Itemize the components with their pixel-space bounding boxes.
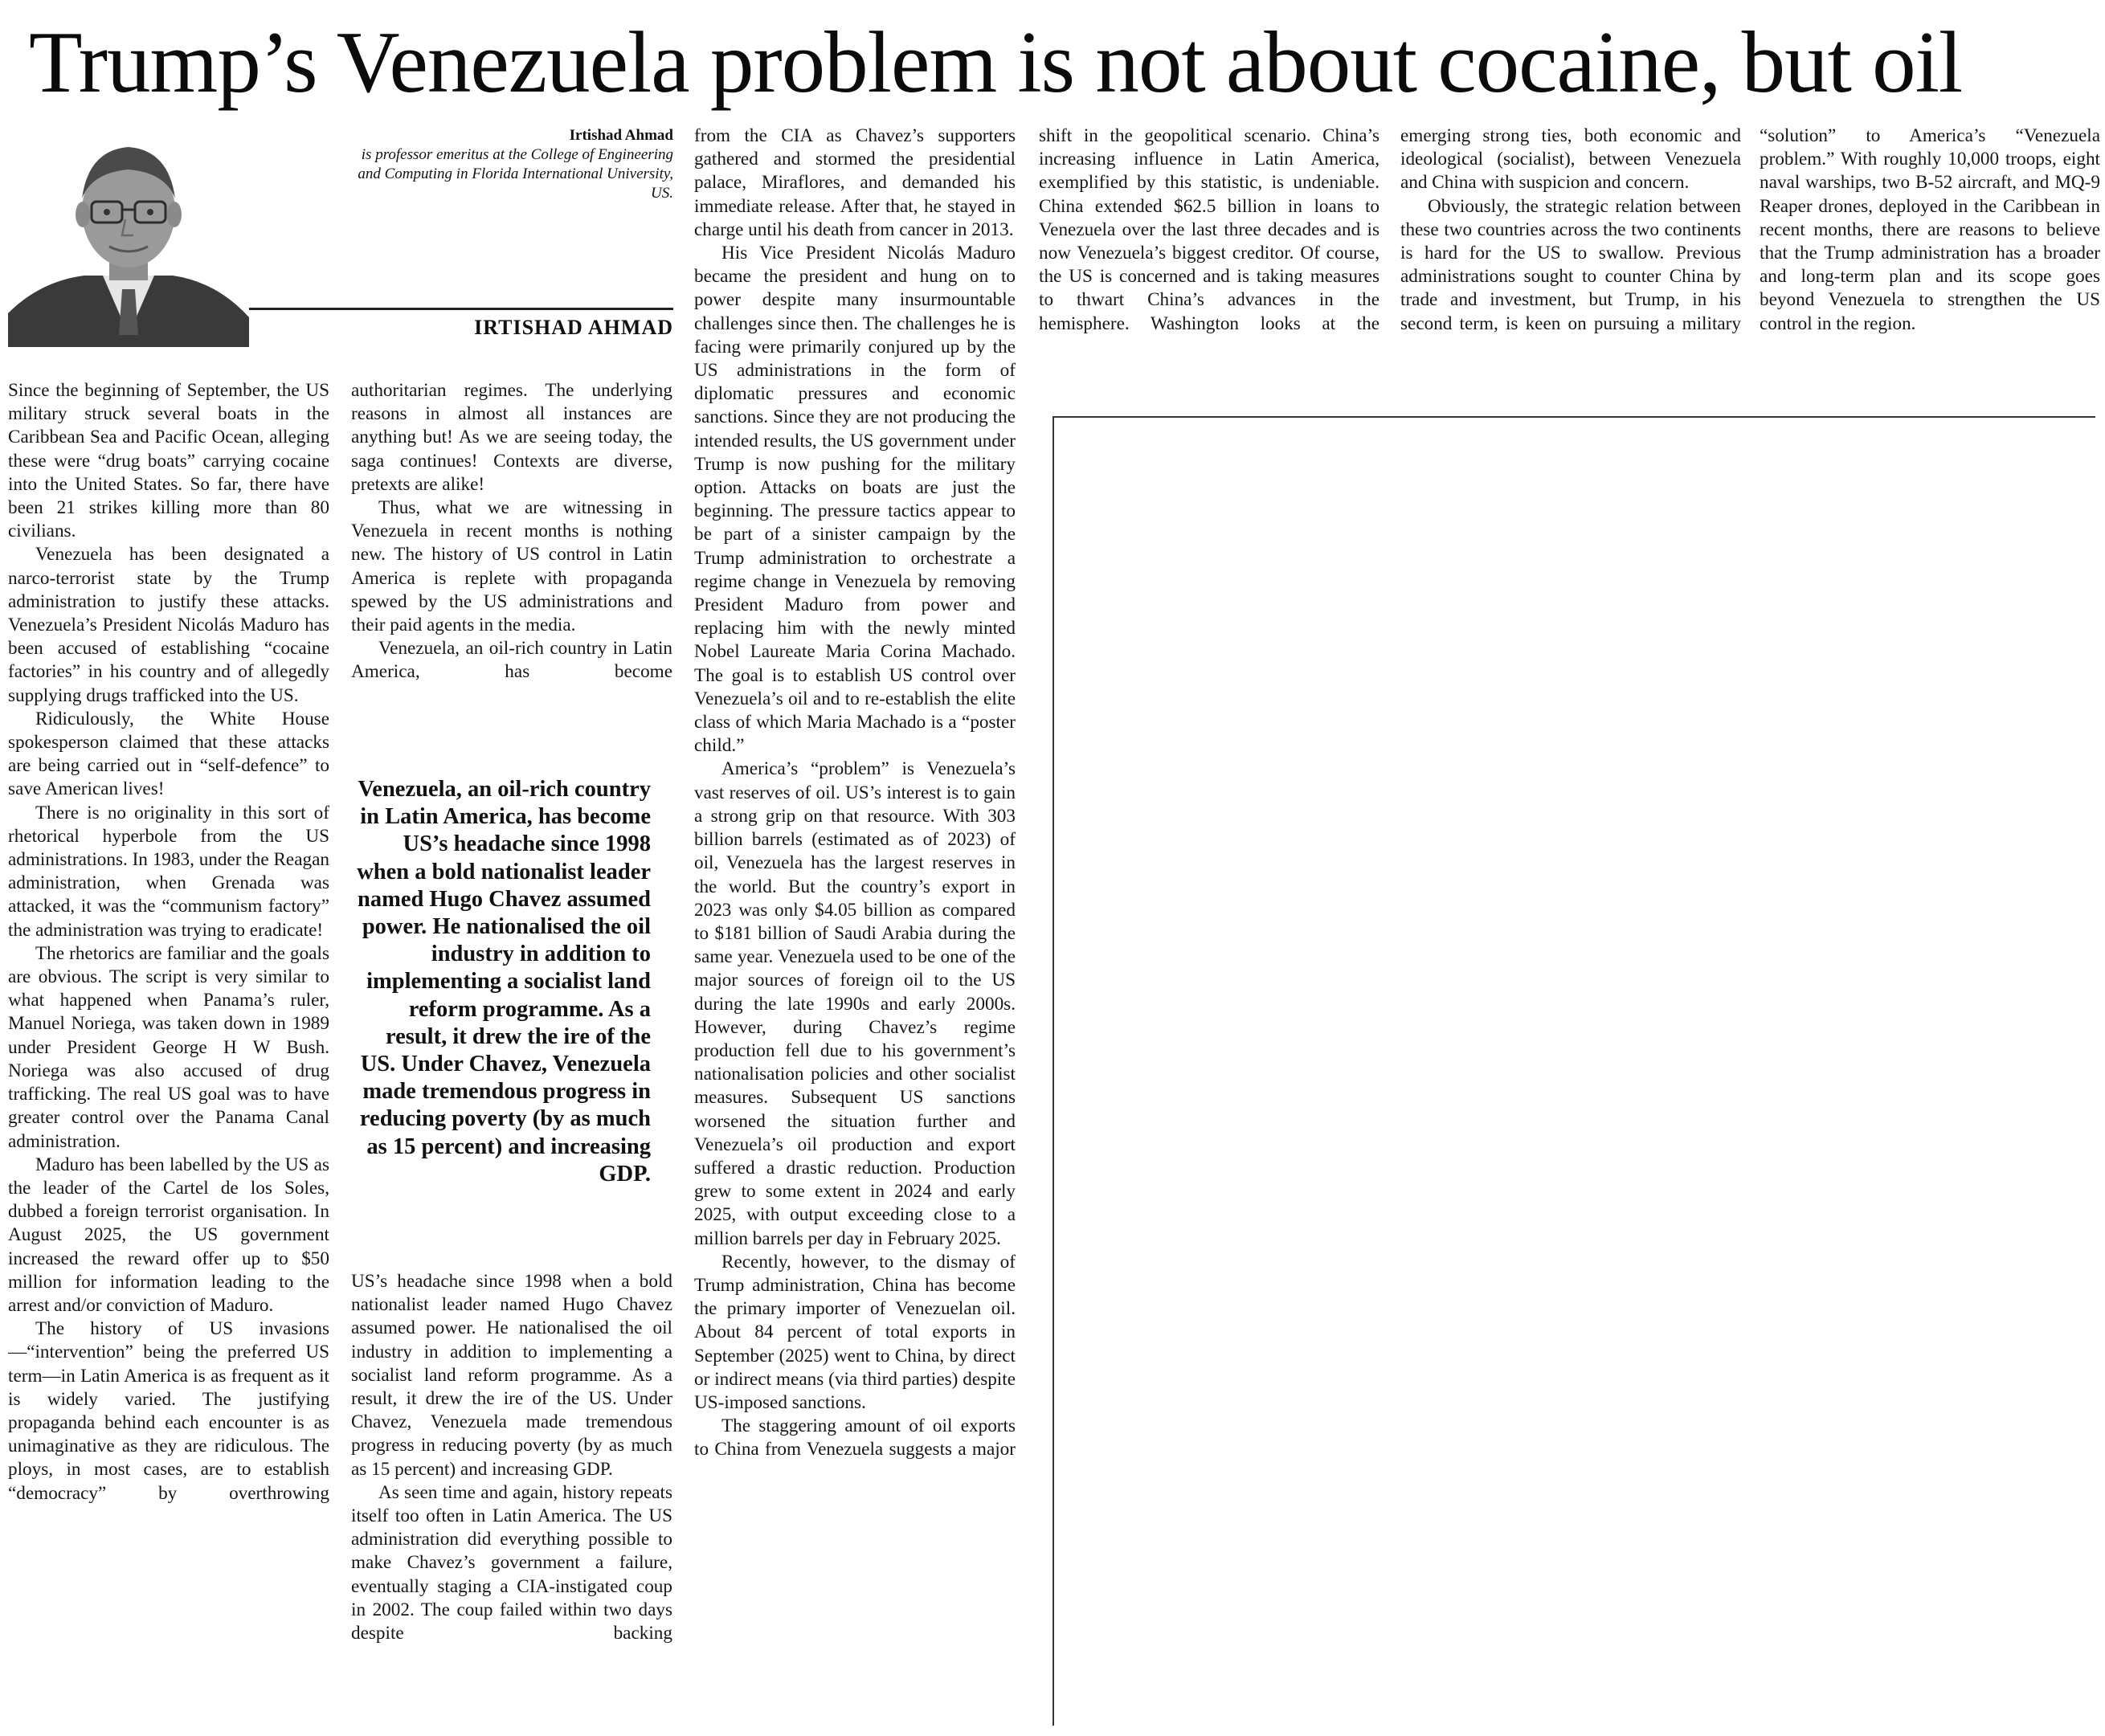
paragraph: The history of US invasions—“intervention” being the preferred US term—in Latin America is as frequent as it is widely varied. The justifying propaganda behind each encounter is as unimaginative as they are ridiculous. The ploys, in most cases, are to establish “democracy” by overthrowing bbox=[8, 1318, 329, 1504]
paragraph: Venezuela, an oil-rich country in Latin America, has become bbox=[351, 638, 672, 683]
article-column-2-top bbox=[351, 379, 672, 739]
paragraph: Maduro has been labelled by the US as the leader of the Cartel de los Soles, dubbed a foreign terrorist organisation. In August 2025, the US government increased the reward offer up to $50 million for information leading to the arrest and/or conviction of Maduro. bbox=[8, 1154, 329, 1316]
paragraph: There is no originality in this sort of rhetorical hyperbole from the US administrations. In 1983, under the Reagan administration, when Grenada was attacked, it was the “communism factory” the administration was trying to eradicate! bbox=[8, 802, 329, 941]
paragraph: emerging strong ties, both economic and ideological (socialist), between Venezuela and China with suspicion and concern. bbox=[1400, 125, 1741, 194]
paragraph: “solution” to America’s “Venezuela problem.” With roughly 10,000 troops, eight naval warships, two B-52 aircraft, and MQ-9 Reaper drones, deployed in the Caribbean in recent months, there are reasons to believe that the Trump administration has a broader and long-term plan and its scope goes beyond Venezuela to strengthen the US control in the region. bbox=[1760, 125, 2100, 334]
article-column-1 bbox=[8, 379, 329, 1729]
paragraph: Since the beginning of September, the US military struck several boats in the Caribbean Sea and Pacific Ocean, alleging these were “drug boats” carrying cocaine into the United States. So far, there have been 21 strikes killing more than 80 civilians. bbox=[8, 380, 329, 542]
blank-ad-space bbox=[1052, 416, 2095, 1726]
headline: Trump’s Venezuela problem is not about cocaine, but oil bbox=[29, 14, 1963, 111]
paragraph: US’s headache since 1998 when a bold nationalist leader named Hugo Chavez assumed power. He nationalised the oil industry in addition to implementing a socialist land reform programme. As a result, it drew the ire of the US. Under Chavez, Venezuela made tremendous progress in reducing poverty (by as much as 15 percent) and increasing GDP. bbox=[351, 1271, 672, 1480]
paragraph: shift in the geopolitical scenario. China’s increasing influence in Latin America, exemplified by this statistic, is undeniable. China extended $62.5 billion in loans to Venezuela over the last three decades and is now Venezuela’s biggest creditor. Of course, the US is concerned and is taking measures to thwart China’s advances in the hemisphere. Washington looks at the bbox=[1039, 125, 1379, 334]
paragraph: As seen time and again, history repeats itself too often in Latin America. The US administration did everything possible to make Chavez’s government a failure, eventually staging a CIA-instigated coup in 2002. The coup failed within two days despite backing bbox=[351, 1481, 672, 1644]
article-column-3 bbox=[694, 125, 1016, 1728]
paragraph: Venezuela has been designated a narco-terrorist state by the Trump administration to justify these attacks. Venezuela’s President Nicolás Maduro has been accused of establishing “cocaine factories” in his country and of allegedly supplying drugs trafficked into the US. bbox=[8, 544, 329, 706]
author-bio: is professor emeritus at the College of Engineering and Computing in Florida International University, US. bbox=[358, 146, 673, 202]
paragraph: Recently, however, to the dismay of Trump administration, China has become the primary importer of Venezuelan oil. About 84 percent of total exports in September (2025) went to China, by direct or indirect means (via third parties) despite US-imposed sanctions. bbox=[694, 1251, 1016, 1413]
author-box bbox=[8, 125, 673, 347]
article-column-4 bbox=[1039, 125, 1379, 398]
paragraph: The staggering amount of oil exports to China from Venezuela suggests a major bbox=[694, 1415, 1016, 1460]
paragraph: His Vice President Nicolás Maduro became the president and hung on to power despite many insurmountable challenges since then. The challenges he is facing were primarily conjured up by the US administrations in the form of diplomatic pressures and economic sanctions. Since they are not producing the intended results, the US government under Trump is now pushing for the military option. Attacks on boats are just the beginning. The pressure tactics appear to be part of a sinister campaign by the Trump administration to orchestrate a regime change in Venezuela by removing President Maduro from power and replacing him with the newly minted Nobel Laureate Maria Corina Machado. The goal is to establish US control over Venezuela’s oil and to re-establish the elite class of which Maria Machado is a “poster child.” bbox=[694, 243, 1016, 757]
article-column-6 bbox=[1760, 125, 2100, 398]
paragraph: Ridiculously, the White House spokesperson claimed that these attacks are being carried out in “self-defence” to save American lives! bbox=[8, 708, 329, 800]
author-signature: IRTISHAD AHMAD bbox=[474, 316, 673, 339]
author-name: Irtishad Ahmad bbox=[569, 127, 673, 144]
article-column-5 bbox=[1400, 125, 1741, 398]
paragraph: The rhetorics are familiar and the goals are obvious. The script is very similar to what happened when Panama’s ruler, Manuel Noriega, was taken down in 1989 under President George H W Bush. Noriega was also accused of drug trafficking. The real US goal was to have greater control over the Panama Canal administration. bbox=[8, 942, 329, 1152]
paragraph: authoritarian regimes. The underlying reasons in almost all instances are anything but! As we are seeing today, the saga continues! Contexts are diverse, pretexts are alike! bbox=[351, 380, 672, 495]
byline-rule bbox=[249, 308, 673, 310]
pull-quote: Venezuela, an oil-rich country in Latin America, has become US’s headache since 1998 when a bold nationalist leader named Hugo Chavez assumed power. He nationalised the oil industry in addition to implementing a socialist land reform programme. As a result, it drew the ire of the US. Under Chavez, Venezuela made tremendous progress in reducing poverty (by as much as 15 percent) and increasing GDP. bbox=[357, 777, 651, 1187]
paragraph: from the CIA as Chavez’s supporters gathered and stormed the presidential palace, Miraflores, and demanded his immediate release. After that, he stayed in charge until his death from cancer in 2013. bbox=[694, 125, 1016, 240]
paragraph: Thus, what we are witnessing in Venezuela in recent months is nothing new. The history of US control in Latin America is replete with propaganda spewed by the US administrations and their paid agents in the media. bbox=[351, 497, 672, 636]
paragraph: Obviously, the strategic relation between these two countries across the two continents is hard for the US to swallow. Previous administrations sought to counter China by trade and investment, but Trump, in his second term, is keen on pursuing a military bbox=[1400, 195, 1741, 334]
article-column-2-bottom bbox=[351, 1270, 672, 1728]
author-portrait bbox=[8, 125, 249, 347]
paragraph: America’s “problem” is Venezuela’s vast reserves of oil. US’s interest is to gain a strong grip on that resource. With 303 billion barrels (estimated as of 2023) of oil, Venezuela has the largest reserves in the world. But the country’s export in 2023 was only $4.05 billion as compared to $181 billion of Saudi Arabia during the same year. Venezuela used to be one of the major sources of foreign oil to the US during the late 1990s and early 2000s. However, during Chavez’s regime production fell due to his government’s nationalisation policies and other socialist measures. Subsequent US sanctions worsened the situation further and Venezuela’s oil production and export suffered a drastic reduction. Production grew to some extent in 2024 and early 2025, with output exceeding close to a million barrels per day in February 2025. bbox=[694, 758, 1016, 1249]
